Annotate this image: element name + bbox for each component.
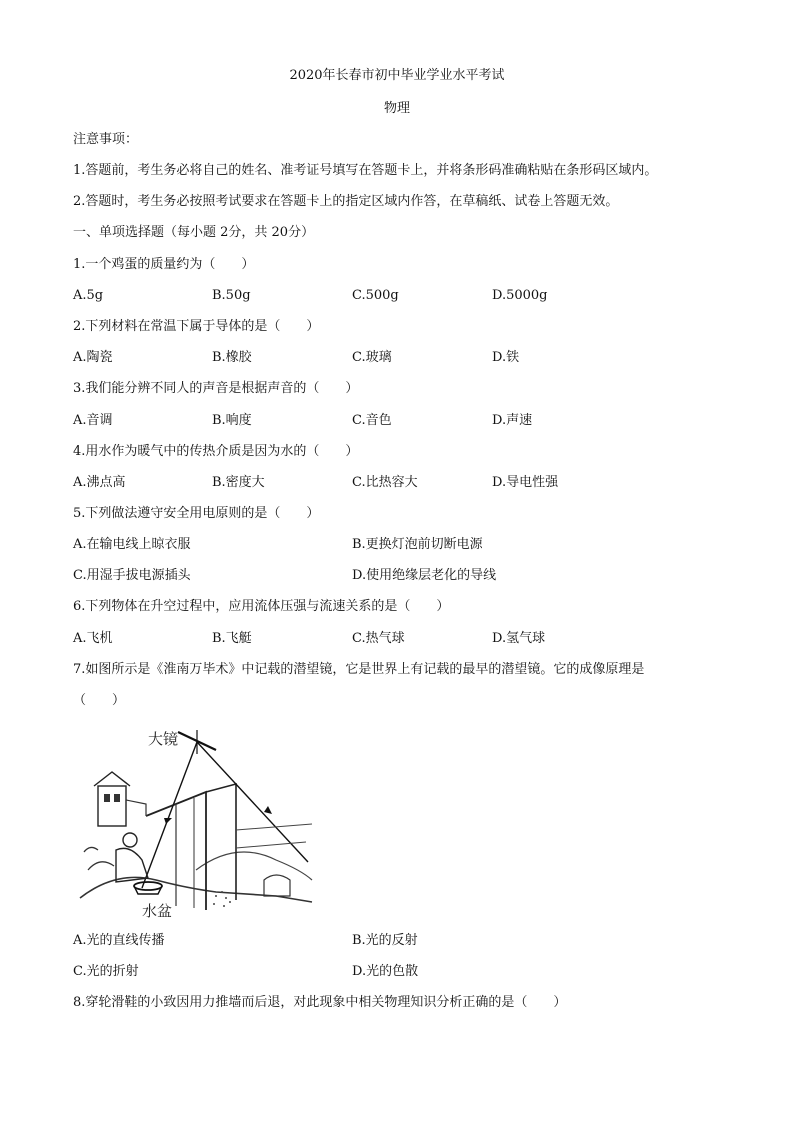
label-water-basin: 水盆 [142, 902, 173, 920]
exam-subject: 物理 [383, 101, 410, 116]
periscope-illustration [76, 720, 316, 920]
q1-option-c: C.500g [352, 288, 399, 303]
q3-option-c: C.音色 [352, 413, 392, 428]
q6-option-d: D.氢气球 [492, 631, 546, 646]
q5-option-a: A.在输电线上晾衣服 [73, 537, 191, 552]
q2-option-a: A.陶瓷 [73, 350, 113, 365]
q6-option-b: B.飞艇 [212, 631, 252, 646]
q7-option-c: C.光的折射 [73, 964, 139, 979]
question-stem-6: 6.下列物体在升空过程中，应用流体压强与流速关系的是（ ） [73, 599, 450, 614]
q6-option-a: A.飞机 [73, 631, 113, 646]
section-title: 一、单项选择题（每小题 2分，共 20分） [73, 225, 315, 240]
q5-option-b: B.更换灯泡前切断电源 [352, 537, 483, 552]
q7-option-d: D.光的色散 [352, 964, 419, 979]
label-big-mirror: 大镜 [148, 730, 179, 748]
q3-option-d: D.声速 [492, 413, 533, 428]
q5-option-c: C.用湿手拔电源插头 [73, 568, 191, 583]
q2-option-b: B.橡胶 [212, 350, 252, 365]
notes-heading: 注意事项： [73, 132, 139, 147]
q2-option-d: D.铁 [492, 350, 520, 365]
question-stem-5: 5.下列做法遵守安全用电原则的是（ ） [73, 506, 320, 521]
note-item: 2.答题时，考生务必按照考试要求在答题卡上的指定区域内作答，在草稿纸、试卷上答题无效。 [73, 194, 619, 209]
periscope-figure [76, 720, 316, 920]
question-stem-7: 7.如图所示是《淮南万毕术》中记载的潜望镜，它是世界上有记载的最早的潜望镜。它的成像原理是 [73, 662, 645, 677]
q4-option-d: D.导电性强 [492, 475, 559, 490]
q2-option-c: C.玻璃 [352, 350, 392, 365]
q6-option-c: C.热气球 [352, 631, 405, 646]
q3-option-b: B.响度 [212, 413, 252, 428]
question-stem-1: 1.一个鸡蛋的质量约为（ ） [73, 257, 255, 272]
question-stem-3: 3.我们能分辨不同人的声音是根据声音的（ ） [73, 381, 359, 396]
question-stem-2: 2.下列材料在常温下属于导体的是（ ） [73, 319, 320, 334]
question-stem-7-cont: （ ） [73, 693, 126, 708]
q1-option-b: B.50g [212, 288, 251, 303]
exam-title: 2020年长春市初中毕业学业水平考试 [289, 68, 505, 83]
question-stem-4: 4.用水作为暖气中的传热介质是因为水的（ ） [73, 444, 359, 459]
q4-option-c: C.比热容大 [352, 475, 418, 490]
q3-option-a: A.音调 [73, 413, 113, 428]
q4-option-b: B.密度大 [212, 475, 265, 490]
q1-option-d: D.5000g [492, 288, 548, 303]
q7-option-b: B.光的反射 [352, 933, 418, 948]
q4-option-a: A.沸点高 [73, 475, 126, 490]
q1-option-a: A.5g [73, 288, 104, 303]
question-stem-8: 8.穿轮滑鞋的小致因用力推墙而后退，对此现象中相关物理知识分析正确的是（ ） [73, 995, 567, 1010]
note-item: 1.答题前，考生务必将自己的姓名、准考证号填写在答题卡上，并将条形码准确粘贴在条形码区域内。 [73, 163, 658, 178]
q5-option-d: D.使用绝缘层老化的导线 [352, 568, 497, 583]
q7-option-a: A.光的直线传播 [73, 933, 165, 948]
